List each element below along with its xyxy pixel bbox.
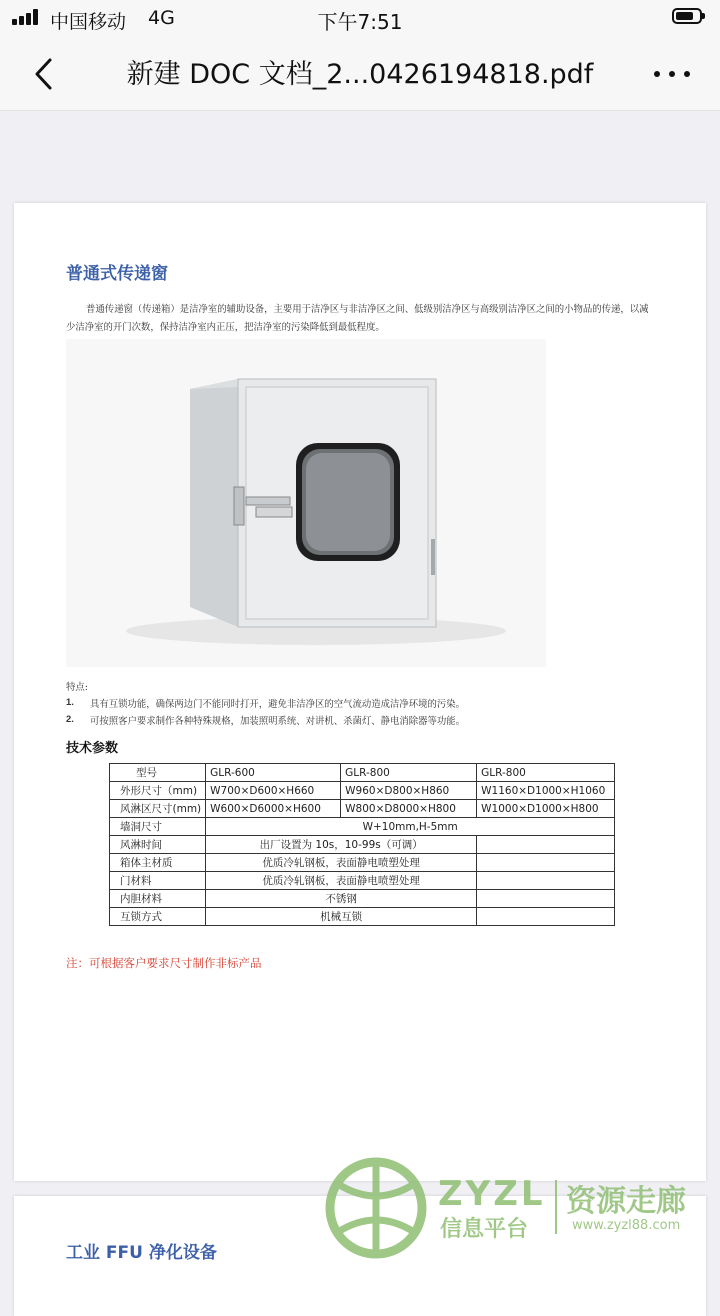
table-cell: 门材料 xyxy=(110,872,206,890)
table-row xyxy=(110,818,615,836)
table-row xyxy=(110,872,615,890)
basketball-logo-icon xyxy=(318,1150,434,1266)
table-cell: 互锁方式 xyxy=(110,908,206,926)
table-cell: 优质冷轧钢板，表面静电喷塑处理 xyxy=(206,872,477,890)
spec-table xyxy=(109,763,615,926)
spec-heading: 技术参数 xyxy=(66,741,119,756)
table-cell: GLR-600 xyxy=(206,764,341,782)
table-row xyxy=(110,890,615,908)
table-cell: GLR-800 xyxy=(341,764,477,782)
table-cell: 优质冷轧钢板，表面静电喷塑处理 xyxy=(206,854,477,872)
watermark-brand-latin: ZYZL xyxy=(438,1174,546,1214)
table-cell: W1160×D1000×H1060 xyxy=(477,782,615,800)
product-image xyxy=(66,339,546,667)
table-cell: W1000×D1000×H800 xyxy=(477,800,615,818)
list-item-number: 2. xyxy=(66,713,74,724)
table-cell xyxy=(477,854,615,872)
table-cell: 外形尺寸（mm) xyxy=(110,782,206,800)
table-cell: 机械互锁 xyxy=(206,908,477,926)
table-cell: 不锈钢 xyxy=(206,890,477,908)
table-cell: 出厂设置为 10s，10-99s（可调） xyxy=(206,836,477,854)
intro-paragraph: 普通传递窗（传递箱）是洁净室的辅助设备，主要用于洁净区与非洁净区之间、低级别洁净区与高级别洁净区之间的小物品的传递，以减少洁净室的开门次数，保持洁净室内正压，把洁净室的污染降低到最低程度。 xyxy=(66,304,649,333)
table-cell: W+10mm,H-5mm xyxy=(206,818,615,836)
status-bar xyxy=(0,0,720,36)
table-row xyxy=(110,908,615,926)
carrier-name: 中国移动 xyxy=(50,11,127,33)
features-list xyxy=(66,679,666,730)
table-row xyxy=(110,782,615,800)
clock: 下午7:51 xyxy=(317,10,403,34)
features-heading: 特点: xyxy=(66,682,88,693)
custom-size-note: 注：可根据客户要求尺寸制作非标产品 xyxy=(66,956,262,970)
table-cell: GLR-800 xyxy=(477,764,615,782)
table-cell: 风淋区尺寸(mm) xyxy=(110,800,206,818)
document-title: 新建 DOC 文档_2...0426194818.pdf xyxy=(126,59,594,90)
table-row xyxy=(110,764,615,782)
table-cell xyxy=(477,908,615,926)
table-cell: 风淋时间 xyxy=(110,836,206,854)
watermark-url: www.zyzl88.com xyxy=(572,1218,681,1233)
watermark-divider xyxy=(555,1180,557,1234)
watermark-brand-cn-right: 资源走廊 xyxy=(566,1184,686,1219)
table-cell xyxy=(477,836,615,854)
site-watermark xyxy=(318,1150,718,1266)
list-item-text: 可按照客户要求制作各种特殊规格，加装照明系统、对讲机、杀菌灯、静电消除器等功能。 xyxy=(90,716,466,727)
table-row xyxy=(110,800,615,818)
nav-bar xyxy=(0,36,720,111)
table-row xyxy=(110,836,615,854)
table-cell: 墙洞尺寸 xyxy=(110,818,206,836)
table-cell: W800×D8000×H800 xyxy=(341,800,477,818)
more-button[interactable] xyxy=(650,58,694,88)
back-button[interactable] xyxy=(28,54,64,94)
table-cell: 内胆材料 xyxy=(110,890,206,908)
table-cell: W960×D800×H860 xyxy=(341,782,477,800)
table-cell xyxy=(477,872,615,890)
watermark-brand-cn-left: 信息平台 xyxy=(440,1217,529,1242)
table-cell: 型号 xyxy=(110,764,206,782)
table-row xyxy=(110,854,615,872)
table-cell: 箱体主材质 xyxy=(110,854,206,872)
table-cell xyxy=(477,890,615,908)
pdf-viewer[interactable] xyxy=(0,111,720,1280)
network-type: 4G xyxy=(148,7,175,29)
list-item xyxy=(66,713,666,730)
table-cell: W700×D600×H660 xyxy=(206,782,341,800)
section-title: 普通式传递窗 xyxy=(66,264,168,284)
list-item xyxy=(66,696,666,713)
chevron-left-icon xyxy=(28,54,64,94)
pass-box-illustration xyxy=(66,339,546,667)
list-item-number: 1. xyxy=(66,696,74,707)
battery-icon xyxy=(672,8,702,24)
pdf-page-1 xyxy=(14,203,706,1181)
list-item-text: 具有互锁功能，确保两边门不能同时打开，避免非洁净区的空气流动造成洁净环境的污染。 xyxy=(90,699,466,710)
section-title: 工业 FFU 净化设备 xyxy=(66,1243,217,1263)
table-cell: W600×D6000×H600 xyxy=(206,800,341,818)
